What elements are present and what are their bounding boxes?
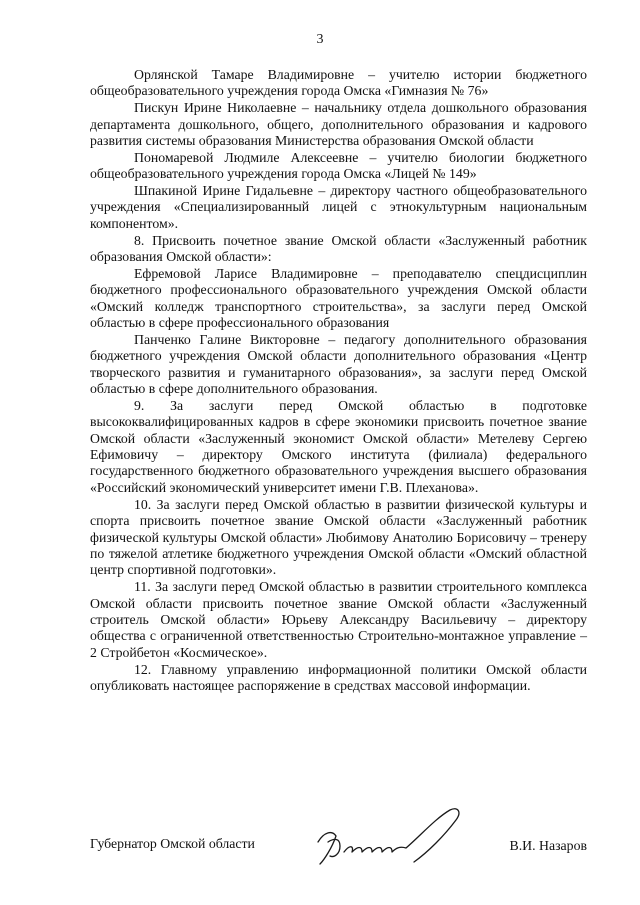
page-number: 3: [316, 32, 324, 47]
paragraph: Панченко Галине Викторовне – педагогу дополнительного образования бюджетного учреждения Омской области дополнительного образования «Центр творческого развития и гуманитарного образования», за заслуги перед Омской областью в сфере дополнительного образования.: [90, 331, 587, 397]
signatory-title: Губернатор Омской области: [90, 836, 255, 851]
paragraph: Орлянской Тамаре Владимировне – учителю истории бюджетного общеобразовательного учреждения города Омска «Гимназия № 76»: [90, 67, 587, 99]
signatory-name: В.И. Назаров: [509, 838, 587, 853]
paragraph: 12. Главному управлению информационной политики Омской области опубликовать настоящее распоряжение в средствах массовой информации.: [90, 661, 587, 693]
paragraph: Пискун Ирине Николаевне – начальнику отдела дошкольного образования департамента дошкольного, общего, дополнительного образования и кадрового развития системы образования Министерства образования Омской области: [90, 100, 587, 149]
paragraph: Ефремовой Ларисе Владимировне – преподавателю спецдисциплин бюджетного профессионального образовательного учреждения Омской области «Омский колледж транспортного строительства», за заслуги перед Омской областью в сфере профессионального образования: [90, 265, 587, 331]
document-body: [90, 67, 587, 695]
paragraph: 8. Присвоить почетное звание Омской области «Заслуженный работник образования Омской области»:: [90, 232, 587, 265]
paragraph: Пономаревой Людмиле Алексеевне – учителю биологии бюджетного общеобразовательного учреждения города Омска «Лицей № 149»: [90, 149, 587, 182]
paragraph: 11. За заслуги перед Омской областью в развитии строительного комплекса Омской области присвоить почетное звание Омской области «Заслуженный строитель Омской области» Юрьеву Александру Васильевичу – директору общества с ограниченной ответственностью Строительно-монтажное управление – 2 Стройбетон «Космическое».: [90, 579, 587, 660]
paragraph: Шпакиной Ирине Гидальевне – директору частного общеобразовательного учреждения «Специализированный лицей с этнокультурным национальным компонентом».: [90, 183, 587, 231]
handwritten-signature: [310, 802, 480, 872]
signature-block: [90, 830, 587, 870]
paragraph: 10. За заслуги перед Омской областью в развитии физической культуры и спорта присвоить почетное звание Омской области «Заслуженный работник физической культуры Омской области» Любимову Анатолию Борисовичу – тренеру по тяжелой атлетике бюджетного учреждения Омской области «Омский областной центр спортивной подготовки».: [90, 496, 587, 578]
paragraph: 9. За заслуги перед Омской областью в подготовке высококвалифицированных кадров в сфере экономики присвоить почетное звание Омской области «Заслуженный экономист Омской области» Метелеву Сергею Ефимовичу – директору Омского института (филиала) федерального государственного бюджетного образовательного учреждения высшего образования «Российский экономический университет имени Г.В. Плеханова».: [90, 397, 587, 495]
